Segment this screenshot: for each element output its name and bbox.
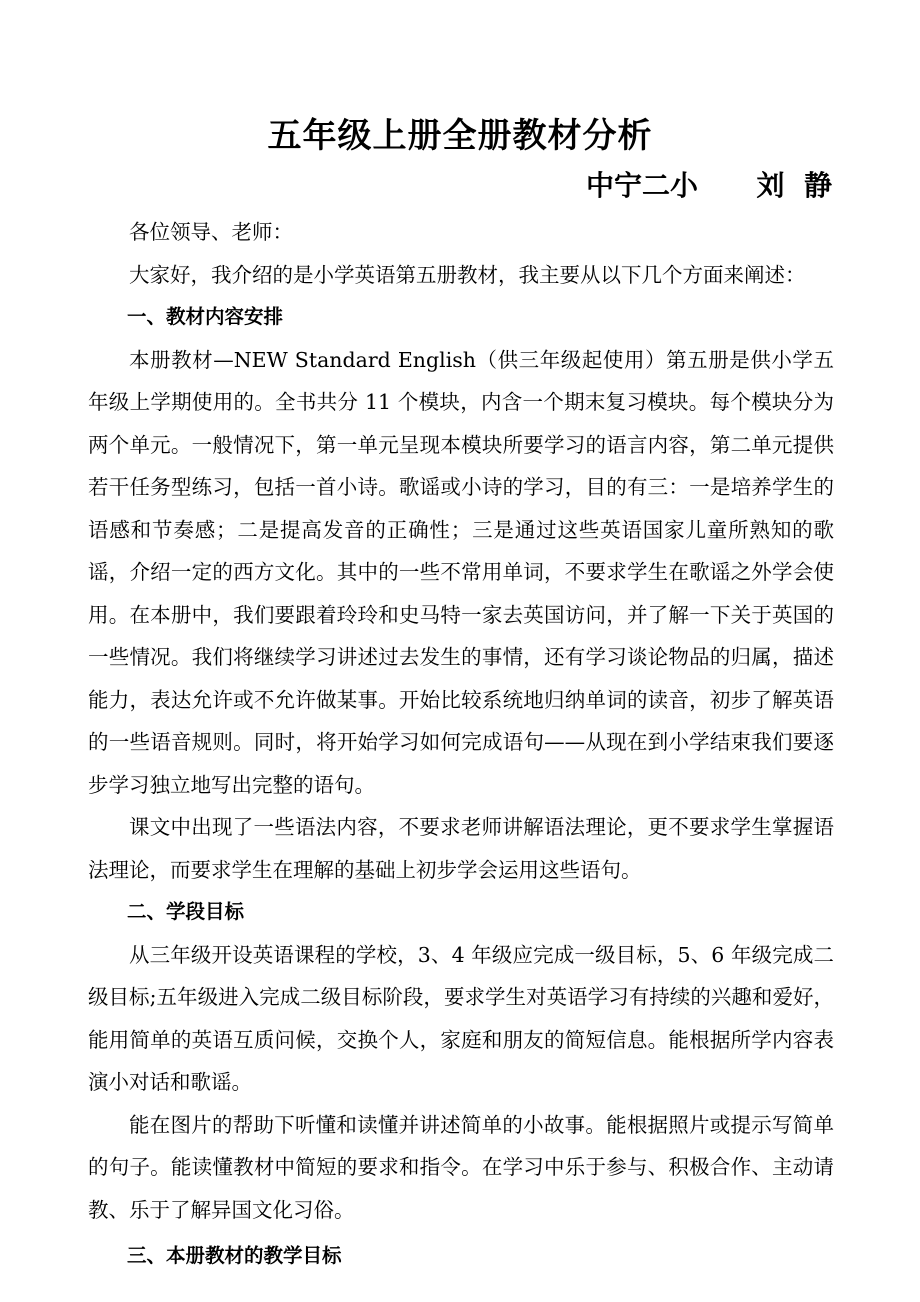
greeting: 各位领导、老师： [129, 220, 293, 244]
section-heading-3: 三、本册教材的教学目标 [127, 1244, 342, 1267]
section-heading-1: 一、教材内容安排 [127, 305, 284, 328]
document-body [88, 211, 834, 1278]
section-1-paragraph-1: 本册教材—NEW Standard English（供三年级起使用）第五册是供小学五年级上学期使用的。全书共分 11 个模块，内含一个期末复习模块。每个模块分为两个单元。一般情况下，第一单元呈现本模块所要学习的语言内容，第二单元提供若干任务型练习，包括一首小诗。歌谣或小诗的学习，目的有三：一是培养学生的语感和节奏感；二是提高发音的正确性；三是通过这些英语国家儿童所熟知的歌谣，介绍一定的西方文化。其中的一些不常用单词，不要求学生在歌谣之外学会使用。在本册中，我们要跟着玲玲和史马特一家去英国访问，并了解一下关于英国的一些情况。我们将继续学习讲述过去发生的事情，还有学习谈论物品的归属，描述能力，表达允许或不允许做某事。开始比较系统地归纳单词的读音，初步了解英语的一些语音规则。同时，将开始学习如何完成语句——从现在到小学结束我们要逐步学习独立地写出完整的语句。 [88, 347, 834, 797]
section-2-paragraph-1: 从三年级开设英语课程的学校，3、4 年级应完成一级目标，5、6 年级完成二级目标;五年级进入完成二级目标阶段，要求学生对英语学习有持续的兴趣和爱好，能用简单的英语互质问候，交换个人，家庭和朋友的简短信息。能根据所学内容表演小对话和歌谣。 [88, 942, 834, 1094]
section-heading-2: 二、学段目标 [127, 900, 245, 923]
section-1-paragraph-2: 课文中出现了一些语法内容，不要求老师讲解语法理论，更不要求学生掌握语法理论，而要求学生在理解的基础上初步学会运用这些语句。 [88, 815, 834, 882]
intro-paragraph: 大家好，我介绍的是小学英语第五册教材，我主要从以下几个方面来阐述： [129, 262, 806, 287]
section-2-paragraph-2: 能在图片的帮助下听懂和读懂并讲述简单的小故事。能根据照片或提示写简单的句子。能读懂教材中简短的要求和指令。在学习中乐于参与、积极合作、主动请教、乐于了解异国文化习俗。 [88, 1112, 834, 1222]
author-line: 中宁二小 刘 静 [586, 169, 832, 202]
document-title: 五年级上册全册教材分析 [267, 116, 653, 156]
